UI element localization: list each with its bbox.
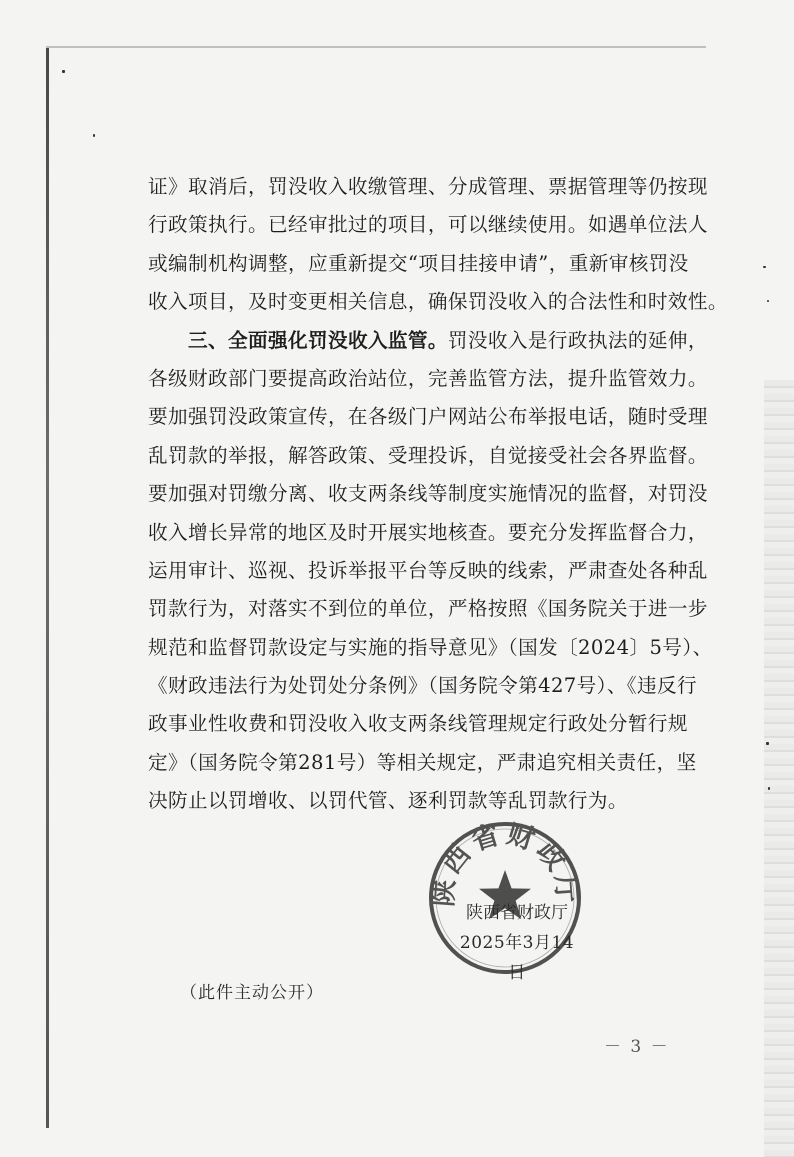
- body-line: 证》取消后，罚没收入收缴管理、分成管理、票据管理等仍按现: [148, 175, 708, 198]
- scan-speck: [767, 300, 769, 302]
- seal-text-path: 陕西省财政厅: [428, 818, 582, 908]
- document-body: [148, 168, 728, 821]
- scan-speck: [768, 787, 770, 790]
- page-number: － 3 －: [604, 1037, 670, 1057]
- scan-left-edge: [46, 48, 49, 1128]
- scan-right-edge: [764, 380, 794, 1157]
- body-line: 定》（国务院令第281号）等相关规定，严肃追究相关责任，坚: [148, 750, 697, 774]
- disclosure-note: （此件主动公开）: [180, 983, 324, 1003]
- body-line: 或编制机构调整，应重新提交“项目挂接申请”，重新审核罚没: [148, 251, 689, 275]
- body-line: 收入增长异常的地区及时开展实地核查。要充分发挥监督合力，: [148, 520, 708, 544]
- scan-speck: [766, 742, 769, 745]
- scan-speck: [93, 134, 95, 137]
- signature-block: [452, 898, 582, 988]
- signature-date: 2025年3月14日: [459, 933, 575, 983]
- body-line: 各级财政部门要提高政治站位，完善监管方法，提升监管效力。: [148, 366, 708, 390]
- scan-speck: [62, 70, 65, 73]
- body-line: 要加强对罚缴分离、收支两条线等制度实施情况的监督，对罚没: [148, 482, 708, 506]
- body-line: 要加强罚没政策宣传，在各级门户网站公布举报电话，随时受理: [148, 405, 708, 429]
- section-3-heading: 三、全面强化罚没收入监管。: [188, 328, 448, 352]
- body-line: 决防止以罚增收、以罚代管、逐利罚款等乱罚款行为。: [148, 789, 628, 813]
- section-3-first-line-rest: 罚没收入是行政执法的延伸，: [447, 328, 708, 352]
- scan-speck: [763, 266, 766, 268]
- body-line: 《财政违法行为处罚处分条例》（国务院令第427号）、《违反行: [148, 674, 698, 698]
- body-line: 行政策执行。已经审批过的项目，可以继续使用。如遇单位法人: [148, 213, 708, 237]
- body-line: 收入项目，及时变更相关信息，确保罚没收入的合法性和时效性。: [148, 290, 728, 314]
- body-line: 罚款行为，对落实不到位的单位，严格按照《国务院关于进一步: [148, 597, 708, 621]
- scan-top-edge: [46, 46, 706, 48]
- body-line: 运用审计、巡视、投诉举报平台等反映的线索，严肃查处各种乱: [148, 558, 708, 582]
- section-3-first-line: [148, 322, 708, 360]
- signature-org: 陕西省财政厅: [466, 903, 568, 923]
- body-line: 政事业性收费和罚没收入收支两条线管理规定行政处分暂行规: [148, 712, 688, 736]
- body-line: 规范和监督罚款设定与实施的指导意见》（国发〔2024〕5号）、: [148, 635, 713, 659]
- body-line: 乱罚款的举报，解答政策、受理投诉，自觉接受社会各界监督。: [148, 443, 708, 467]
